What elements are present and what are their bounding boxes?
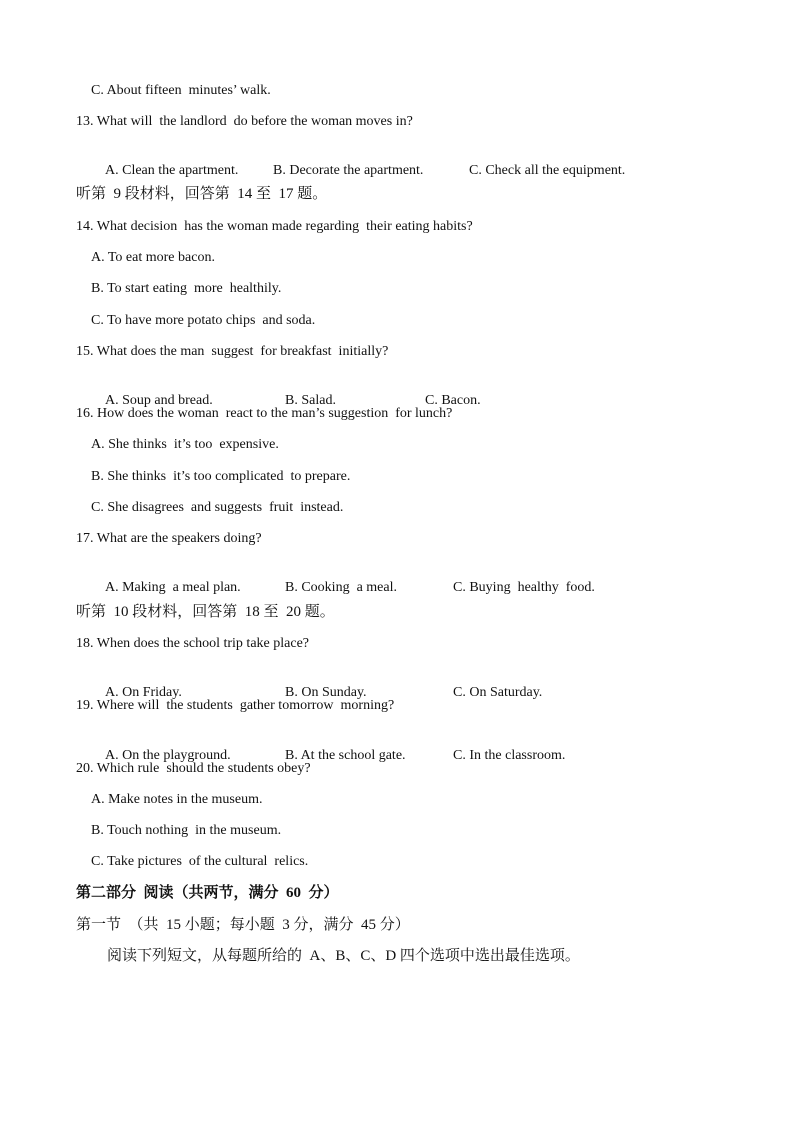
q12-option-c: C. About fifteen minutes’ walk. <box>91 83 271 98</box>
q13-option-a: A. Clean the apartment. <box>105 163 239 178</box>
q14-option-a: A. To eat more bacon. <box>91 250 215 265</box>
q17-option-c: C. Buying healthy food. <box>453 580 595 595</box>
question-16: 16. How does the woman react to the man’s suggestion for lunch? <box>76 406 453 421</box>
q18-option-a: A. On Friday. <box>105 685 182 700</box>
part-two-heading: 第二部分 阅读（共两节，满分 60 分） <box>76 885 339 901</box>
q20-option-b: B. Touch nothing in the museum. <box>91 823 282 838</box>
question-20: 20. Which rule should the students obey? <box>76 761 311 776</box>
q20-option-c: C. Take pictures of the cultural relics. <box>91 854 309 869</box>
q16-option-a: A. She thinks it’s too expensive. <box>91 437 279 452</box>
q14-option-b: B. To start eating more healthily. <box>91 281 282 296</box>
reading-instructions: 阅读下列短文，从每题所给的 A、B、C、D 四个选项中选出最佳选项。 <box>107 948 580 964</box>
q19-option-b: B. At the school gate. <box>285 748 406 763</box>
q18-option-b: B. On Sunday. <box>285 685 367 700</box>
q16-option-b: B. She thinks it’s too complicated to prepare. <box>91 469 351 484</box>
q16-option-c: C. She disagrees and suggests fruit instead. <box>91 500 344 515</box>
q14-option-c: C. To have more potato chips and soda. <box>91 313 316 328</box>
q13-option-b: B. Decorate the apartment. <box>273 163 424 178</box>
question-14: 14. What decision has the woman made regarding their eating habits? <box>76 219 473 234</box>
q15-option-c: C. Bacon. <box>425 393 481 408</box>
q17-option-a: A. Making a meal plan. <box>105 580 241 595</box>
q15-option-a: A. Soup and bread. <box>105 393 213 408</box>
question-19: 19. Where will the students gather tomorrow morning? <box>76 698 395 713</box>
q18-option-c: C. On Saturday. <box>453 685 543 700</box>
question-18: 18. When does the school trip take place? <box>76 636 309 651</box>
q20-option-a: A. Make notes in the museum. <box>91 792 263 807</box>
part-two-section-one: 第一节 （共 15 小题；每小题 3 分，满分 45 分） <box>76 917 410 933</box>
q13-option-c: C. Check all the equipment. <box>469 163 626 178</box>
q15-option-b: B. Salad. <box>285 393 336 408</box>
q19-option-c: C. In the classroom. <box>453 748 566 763</box>
question-17: 17. What are the speakers doing? <box>76 531 262 546</box>
q19-option-a: A. On the playground. <box>105 748 231 763</box>
question-13: 13. What will the landlord do before the woman moves in? <box>76 114 413 129</box>
section-heading-9: 听第 9 段材料，回答第 14 至 17 题。 <box>76 186 328 202</box>
question-15: 15. What does the man suggest for breakfast initially? <box>76 344 389 359</box>
q17-option-b: B. Cooking a meal. <box>285 580 397 595</box>
section-heading-10: 听第 10 段材料，回答第 18 至 20 题。 <box>76 604 335 620</box>
